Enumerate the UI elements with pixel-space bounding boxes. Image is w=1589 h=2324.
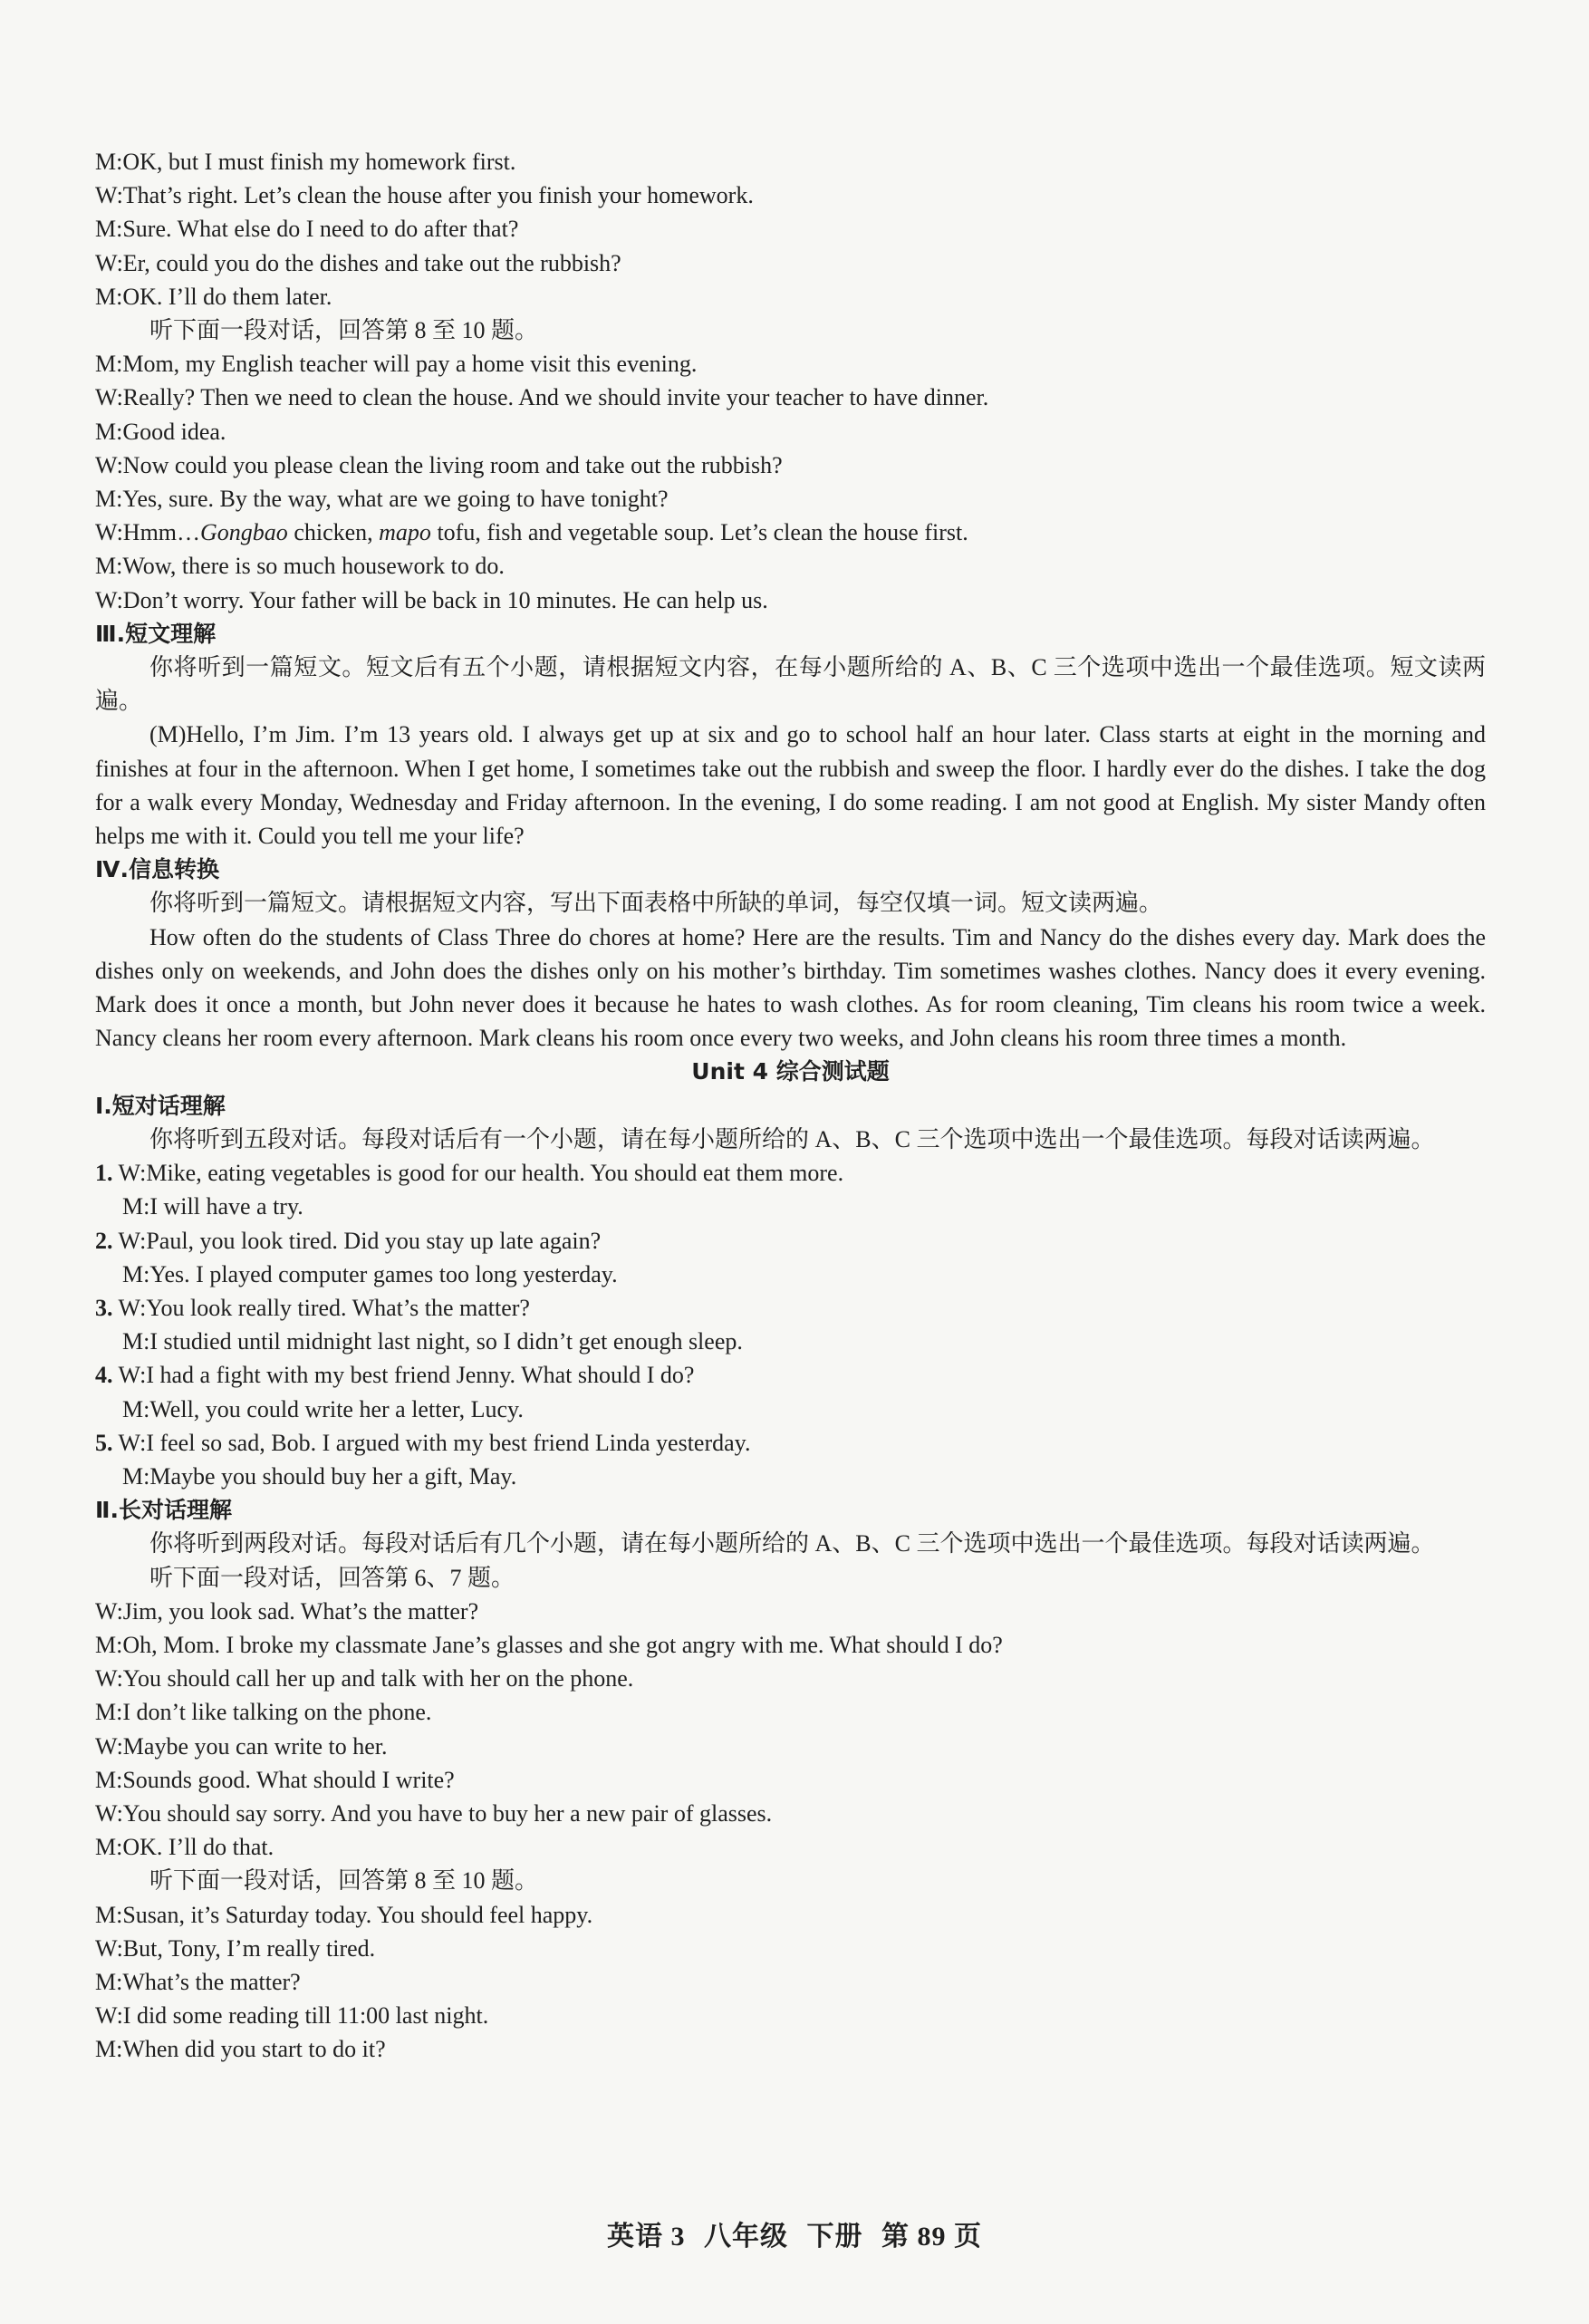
dialog-line: W:Er, could you do the dishes and take out the rubbish? (95, 249, 621, 276)
item-number: 4. (95, 1362, 113, 1389)
passage-jim: (M)Hello, I’m Jim. I’m 13 years old. I always get up at six and go to school half an hour later. Class starts at eight in the morning and finishes at four in the afternoon. When I get home, I sometimes take out the rubbish and sweep the floor. I hardly ever do the dishes. I take the dog for a walk every Monday, Wednesday and Friday afternoon. In the evening, I do some reading. I am not good at English. My sister Mandy often helps me with it. Could you tell me your life? (95, 721, 1486, 850)
dialog-line: M:Mom, my English teacher will pay a home visit this evening. (95, 351, 698, 378)
dialog-intro: 听下面一段对话，回答第 8 至 10 题。 (149, 317, 539, 344)
item-m-line: M:Maybe you should buy her a gift, May. (122, 1462, 517, 1490)
item-w-line: W:Mike, eating vegetables is good for our health. You should eat them more. (112, 1160, 844, 1187)
dialog-line: M:OK, but I must finish my homework first. (95, 149, 516, 175)
dialog-line: W:Don’t worry. Your father will be back in 10 minutes. He can help us. (95, 586, 768, 613)
dialog-line: W:You should say sorry. And you have to buy her a new pair of glasses. (95, 1799, 773, 1827)
item-m-line: M:Well, you could write her a letter, Lucy. (122, 1395, 524, 1422)
footer-page-number: 第 89 页 (881, 2222, 982, 2252)
dialog-line: M:Susan, it’s Saturday today. You should feel happy. (95, 1901, 593, 1928)
list-item (95, 1156, 1486, 1190)
section-heading-3: Ⅲ.短文理解 (95, 620, 217, 647)
section-instructions-3: 你将听到一篇短文。短文后有五个小题，请根据短文内容，在每小题所给的 A、B、C 三个选项中选出一个最佳选项。短文读两遍。 (95, 654, 1486, 715)
dialog-intro: 听下面一段对话，回答第 8 至 10 题。 (149, 1867, 539, 1895)
dialog-line: M:OK. I’ll do them later. (95, 283, 332, 310)
item-number: 5. (95, 1429, 113, 1456)
hmm-mid: chicken, (287, 519, 380, 546)
dialog-line: W:Jim, you look sad. What’s the matter? (95, 1597, 479, 1625)
short-dialogs (95, 1156, 1486, 1493)
list-item (95, 1358, 1486, 1392)
item-m-line: M:I studied until midnight last night, so I didn’t get enough sleep. (122, 1328, 743, 1355)
dialog-line: W:That’s right. Let’s clean the house after you finish your homework. (95, 182, 754, 209)
part1-instructions: 你将听到五段对话。每段对话后有一个小题，请在每小题所给的 A、B、C 三个选项中选出一个最佳选项。每段对话读两遍。 (149, 1125, 1435, 1152)
part2-instructions: 你将听到两段对话。每段对话后有几个小题，请在每小题所给的 A、B、C 三个选项中选出一个最佳选项。每段对话读两遍。 (149, 1530, 1435, 1557)
item-number: 2. (95, 1227, 113, 1254)
item-m-line: M:Yes. I played computer games too long yesterday. (122, 1260, 618, 1287)
item-w-line: W:I feel so sad, Bob. I argued with my best friend Linda yesterday. (112, 1429, 751, 1456)
item-number: 1. (95, 1160, 113, 1187)
dialog-line: M:Good idea. (95, 418, 226, 445)
passage-class-three: How often do the students of Class Three do chores at home? Here are the results. Tim and Nancy do the dishes every day. Mark does the dishes only on weekends, and John does the dishes only on his mother’s birthday. Tim sometimes washes clothes. Nancy does it every evening. Mark does it once a month, but John never does it because he hates to wash clothes. As for room cleaning, Tim cleans his room twice a week. Nancy cleans her room every afternoon. Mark cleans his room once every two weeks, and John cleans his room three times a month. (95, 923, 1486, 1052)
footer-grade: 八年级 (704, 2222, 788, 2252)
dialog-line-hmm (95, 516, 1486, 549)
dialog-line: M:Oh, Mom. I broke my classmate Jane’s glasses and she got angry with me. What should I do? (95, 1631, 1003, 1658)
page-footer (0, 2213, 1589, 2253)
item-w-line: W:You look really tired. What’s the matter? (112, 1294, 530, 1321)
dialog-intro: 听下面一段对话，回答第 6、7 题。 (149, 1564, 515, 1591)
long-dialog-1 (95, 1595, 1486, 1865)
item-w-line: W:Paul, you look tired. Did you stay up late again? (112, 1227, 602, 1254)
item-w-line: W:I had a fight with my best friend Jenny. What should I do? (112, 1362, 695, 1389)
list-item (95, 1426, 1486, 1460)
dialog-line: W:Now could you please clean the living room and take out the rubbish? (95, 451, 783, 478)
page-content (95, 145, 1486, 2067)
dialog-line: M:Yes, sure. By the way, what are we going to have tonight? (95, 486, 669, 513)
dialog-line: M:OK. I’ll do that. (95, 1834, 274, 1861)
footer-volume: 下册 (806, 2222, 863, 2252)
unit-title: Unit 4 综合测试题 (691, 1058, 890, 1085)
dialog-line: W:Maybe you can write to her. (95, 1732, 388, 1760)
section-heading-4: Ⅳ.信息转换 (95, 856, 219, 883)
item-number: 3. (95, 1294, 113, 1321)
part2-heading: Ⅱ.长对话理解 (95, 1497, 232, 1524)
dialog-line: M:Sounds good. What should I write? (95, 1766, 455, 1793)
footer-subject: 英语 3 (607, 2222, 686, 2252)
part1-heading: Ⅰ.短对话理解 (95, 1092, 226, 1119)
dialog-line: M:I don’t like talking on the phone. (95, 1699, 432, 1726)
dialog-block-1 (95, 145, 1486, 313)
dialog-line: W:But, Tony, I’m really tired. (95, 1934, 376, 1962)
dialog-block-2 (95, 347, 1486, 617)
dialog-line: W:Really? Then we need to clean the house. And we should invite your teacher to have dinner. (95, 384, 989, 411)
dish-gongbao: Gongbao (200, 519, 288, 546)
item-m-line: M:I will have a try. (122, 1193, 303, 1220)
list-item (95, 1224, 1486, 1258)
hmm-rest: tofu, fish and vegetable soup. Let’s clean the house first. (430, 519, 968, 546)
list-item (95, 1291, 1486, 1325)
dialog-line: W:I did some reading till 11:00 last night. (95, 2002, 489, 2030)
dish-mapo: mapo (379, 519, 431, 546)
long-dialog-2 (95, 1898, 1486, 2067)
dialog-line: M:Sure. What else do I need to do after that? (95, 216, 519, 243)
hmm-prefix: W:Hmm… (95, 519, 201, 546)
dialog-line: W:You should call her up and talk with her on the phone. (95, 1665, 634, 1692)
section-instructions-4: 你将听到一篇短文。请根据短文内容，写出下面表格中所缺的单词，每空仅填一词。短文读两遍。 (149, 890, 1163, 917)
dialog-line: M:Wow, there is so much housework to do. (95, 553, 505, 580)
dialog-line: M:When did you start to do it? (95, 2036, 386, 2063)
dialog-line: M:What’s the matter? (95, 1968, 301, 1995)
